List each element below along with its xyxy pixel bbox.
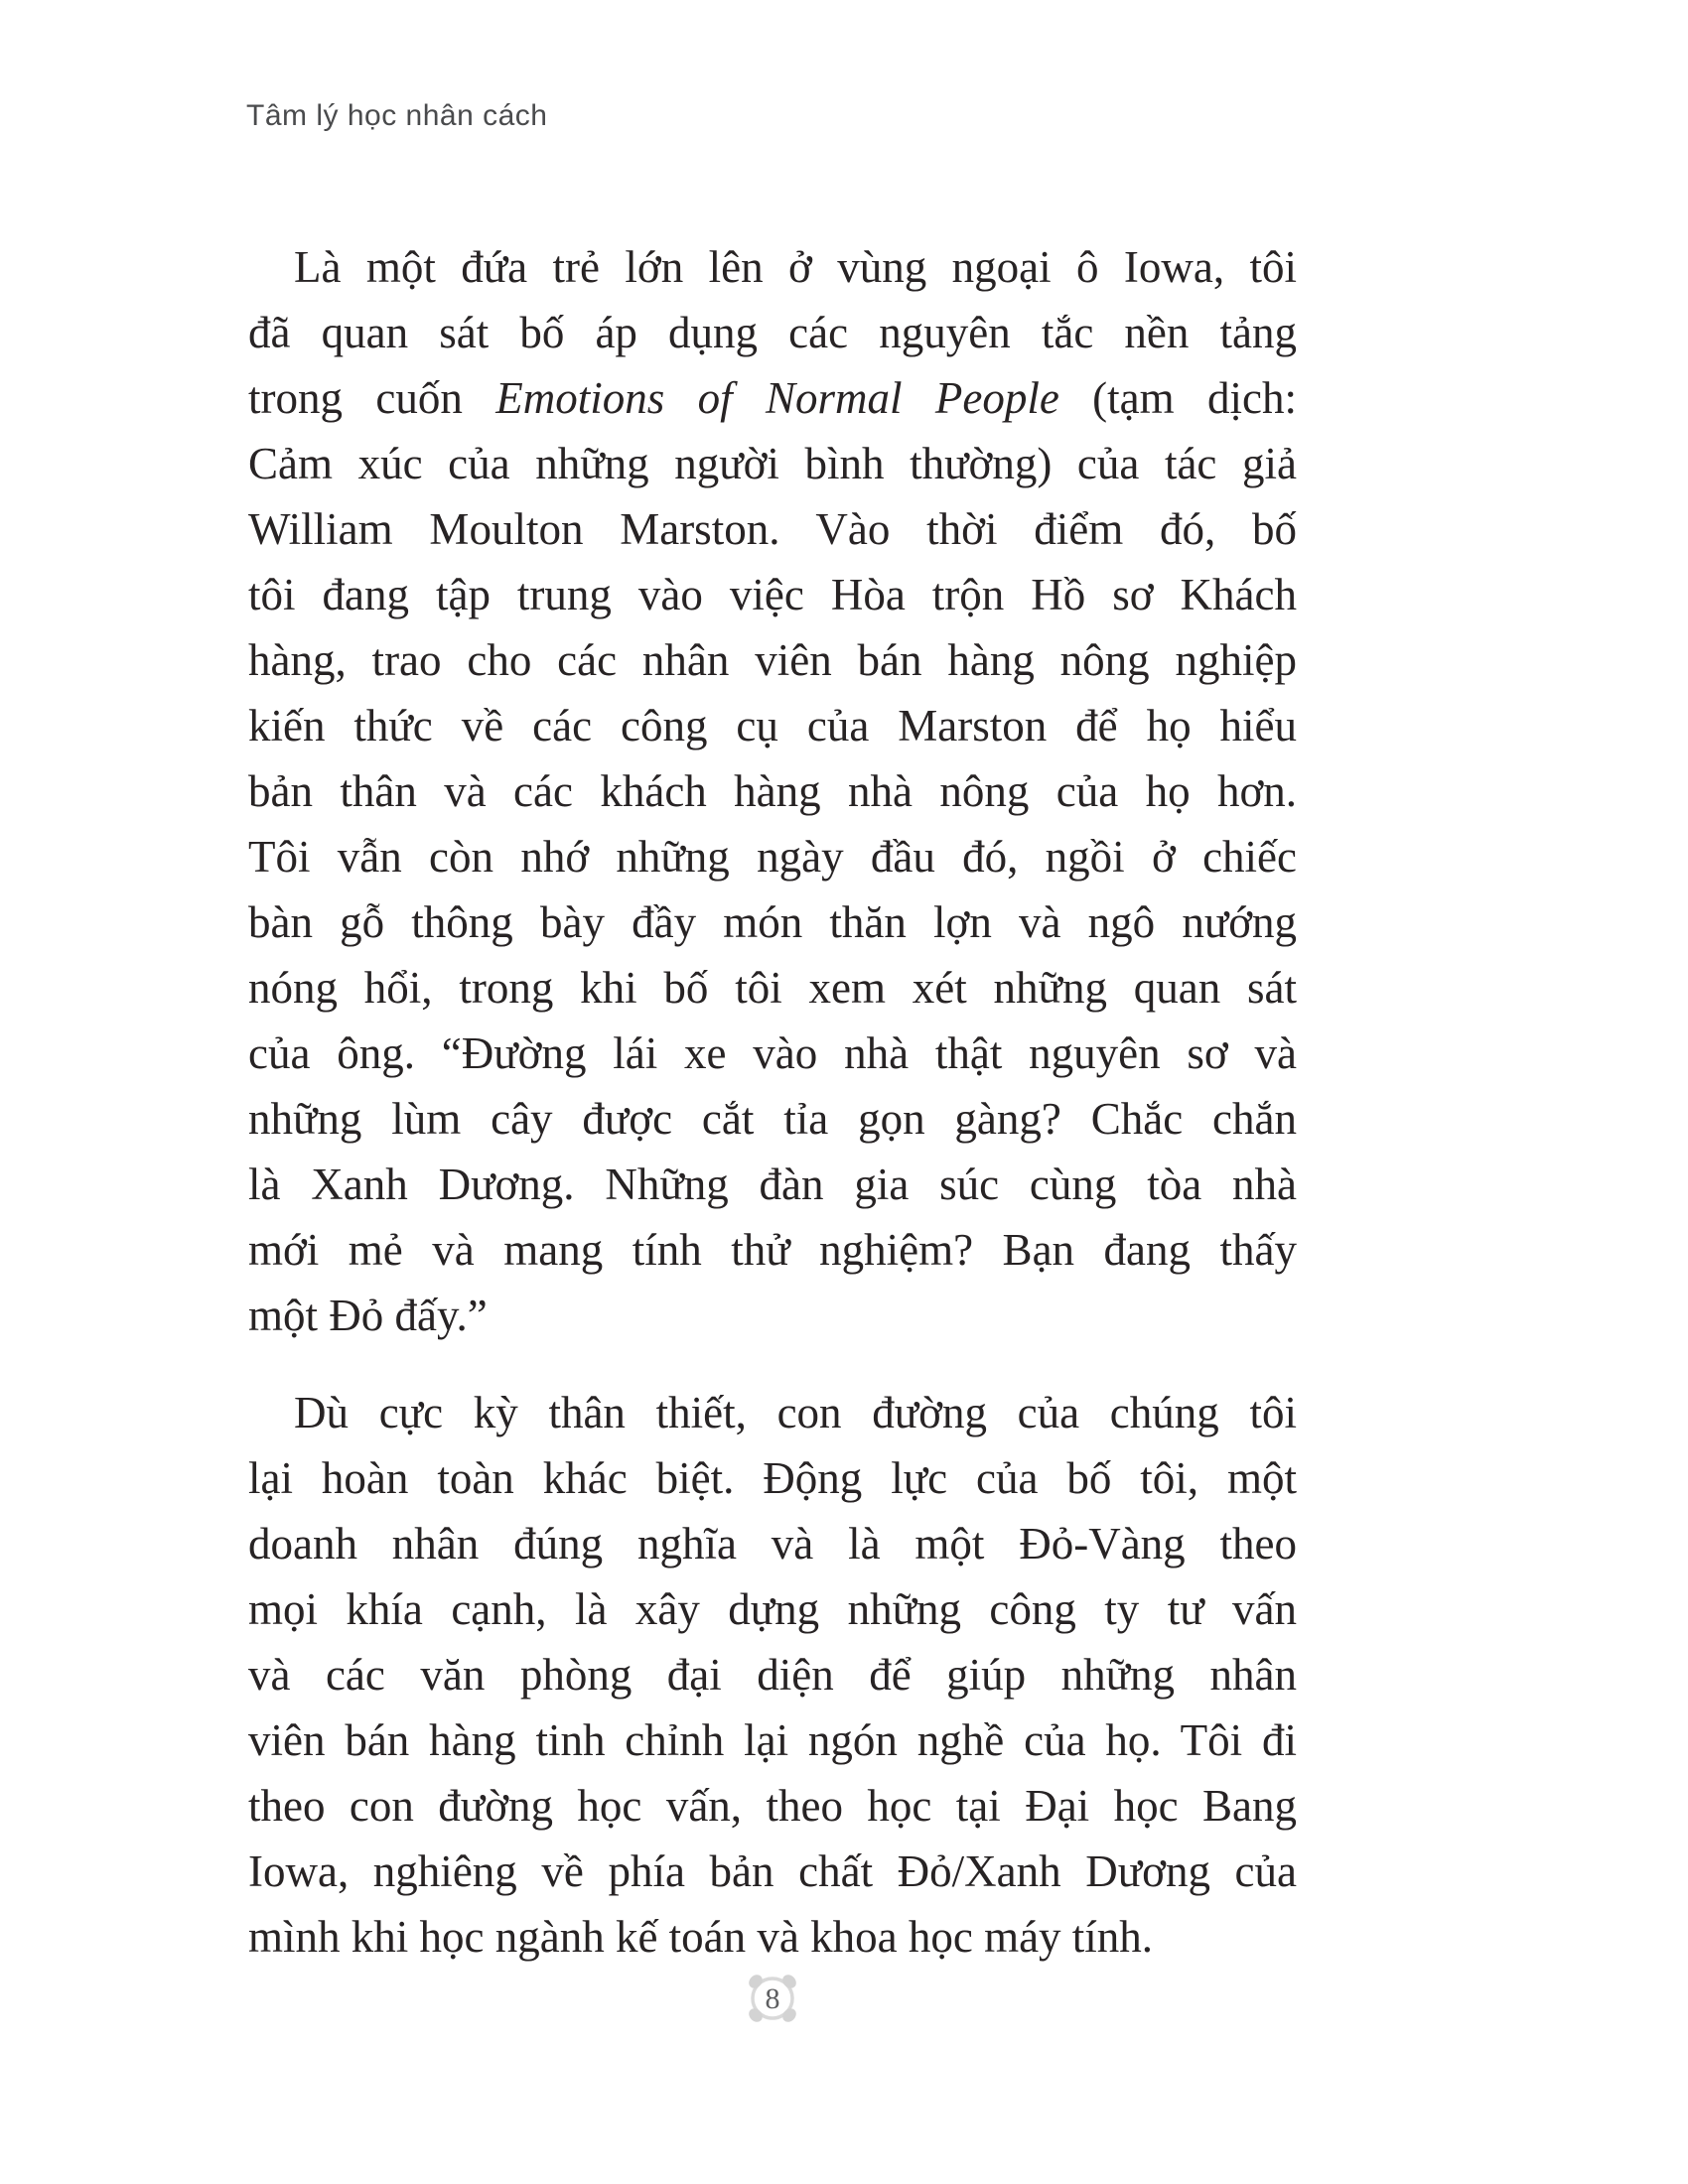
- text-line: [248, 758, 1297, 824]
- text-segment: viên bán hàng tinh chỉnh lại ngón nghề của họ. Tôi đi: [248, 1715, 1297, 1765]
- text-segment: lại hoàn toàn khác biệt. Động lực của bố tôi, một: [248, 1453, 1297, 1503]
- paragraph: [248, 1380, 1297, 1970]
- text-segment: doanh nhân đúng nghĩa và là một Đỏ-Vàng theo: [248, 1519, 1297, 1569]
- text-segment: mình khi học ngành kế toán và khoa học máy tính.: [248, 1912, 1154, 1962]
- text-segment: là Xanh Dương. Những đàn gia súc cùng tòa nhà: [248, 1160, 1297, 1209]
- running-header: Tâm lý học nhân cách: [246, 99, 548, 132]
- text-line: [248, 431, 1297, 496]
- text-segment: hàng, trao cho các nhân viên bán hàng nông nghiệp: [248, 635, 1297, 685]
- text-line: [248, 1445, 1297, 1511]
- text-line: [248, 300, 1297, 365]
- text-segment: bản thân và các khách hàng nhà nông của họ hơn.: [248, 766, 1297, 816]
- text-segment: và các văn phòng đại diện để giúp những nhân: [248, 1650, 1297, 1700]
- text-line: [248, 1511, 1297, 1576]
- text-line: [248, 955, 1297, 1021]
- text-segment: một Đỏ đấy.”: [248, 1291, 488, 1340]
- footer-ornament-icon: [742, 1968, 803, 2029]
- text-segment: đã quan sát bố áp dụng các nguyên tắc nền tảng: [248, 308, 1297, 357]
- text-line: [248, 562, 1297, 627]
- text-segment: theo con đường học vấn, theo học tại Đại học Bang: [248, 1781, 1297, 1831]
- page-number: 8: [765, 1982, 780, 2015]
- text-line: [248, 693, 1297, 758]
- page-footer: [248, 1968, 1297, 2034]
- text-segment: bàn gỗ thông bày đầy món thăn lợn và ngô nướng: [248, 897, 1297, 947]
- text-line: [248, 365, 1297, 431]
- text-segment: Dù cực kỳ thân thiết, con đường của chúng tôi: [294, 1388, 1297, 1437]
- text-segment: tôi đang tập trung vào việc Hòa trộn Hồ sơ Khách: [248, 570, 1297, 619]
- text-line: [248, 496, 1297, 562]
- body-text: [248, 234, 1297, 1970]
- text-line: [248, 824, 1297, 889]
- text-line: [248, 1086, 1297, 1152]
- text-segment: mới mẻ và mang tính thử nghiệm? Bạn đang thấy: [248, 1225, 1297, 1275]
- text-line: [248, 1773, 1297, 1839]
- text-segment: những lùm cây được cắt tỉa gọn gàng? Chắc chắn: [248, 1094, 1297, 1144]
- text-segment: Iowa, nghiêng về phía bản chất Đỏ/Xanh Dương của: [248, 1846, 1297, 1896]
- italic-text-segment: Emotions of Normal People: [495, 373, 1059, 423]
- text-line: [248, 1904, 1297, 1970]
- text-line: [248, 1021, 1297, 1086]
- text-segment: mọi khía cạnh, là xây dựng những công ty tư vấn: [248, 1584, 1297, 1634]
- text-segment: trong cuốn: [248, 373, 496, 423]
- text-segment: nóng hổi, trong khi bố tôi xem xét những quan sát: [248, 963, 1297, 1013]
- text-line: [248, 627, 1297, 693]
- text-line: [248, 1152, 1297, 1217]
- text-line: [248, 1576, 1297, 1642]
- text-line: [248, 1283, 1297, 1348]
- text-segment: kiến thức về các công cụ của Marston để họ hiểu: [248, 701, 1297, 751]
- text-line: [248, 1217, 1297, 1283]
- text-segment: Là một đứa trẻ lớn lên ở vùng ngoại ô Iowa, tôi: [294, 242, 1297, 292]
- text-segment: Tôi vẫn còn nhớ những ngày đầu đó, ngồi ở chiếc: [248, 832, 1297, 882]
- text-line: [248, 1380, 1297, 1445]
- text-line: [248, 1642, 1297, 1707]
- text-line: [248, 234, 1297, 300]
- text-segment: William Moulton Marston. Vào thời điểm đó, bố: [248, 504, 1297, 554]
- paragraph: [248, 234, 1297, 1348]
- text-segment: (tạm dịch:: [1058, 373, 1297, 423]
- text-line: [248, 889, 1297, 955]
- text-segment: Cảm xúc của những người bình thường) của tác giả: [248, 439, 1297, 488]
- text-line: [248, 1839, 1297, 1904]
- text-segment: của ông. “Đường lái xe vào nhà thật nguyên sơ và: [248, 1028, 1297, 1078]
- text-line: [248, 1707, 1297, 1773]
